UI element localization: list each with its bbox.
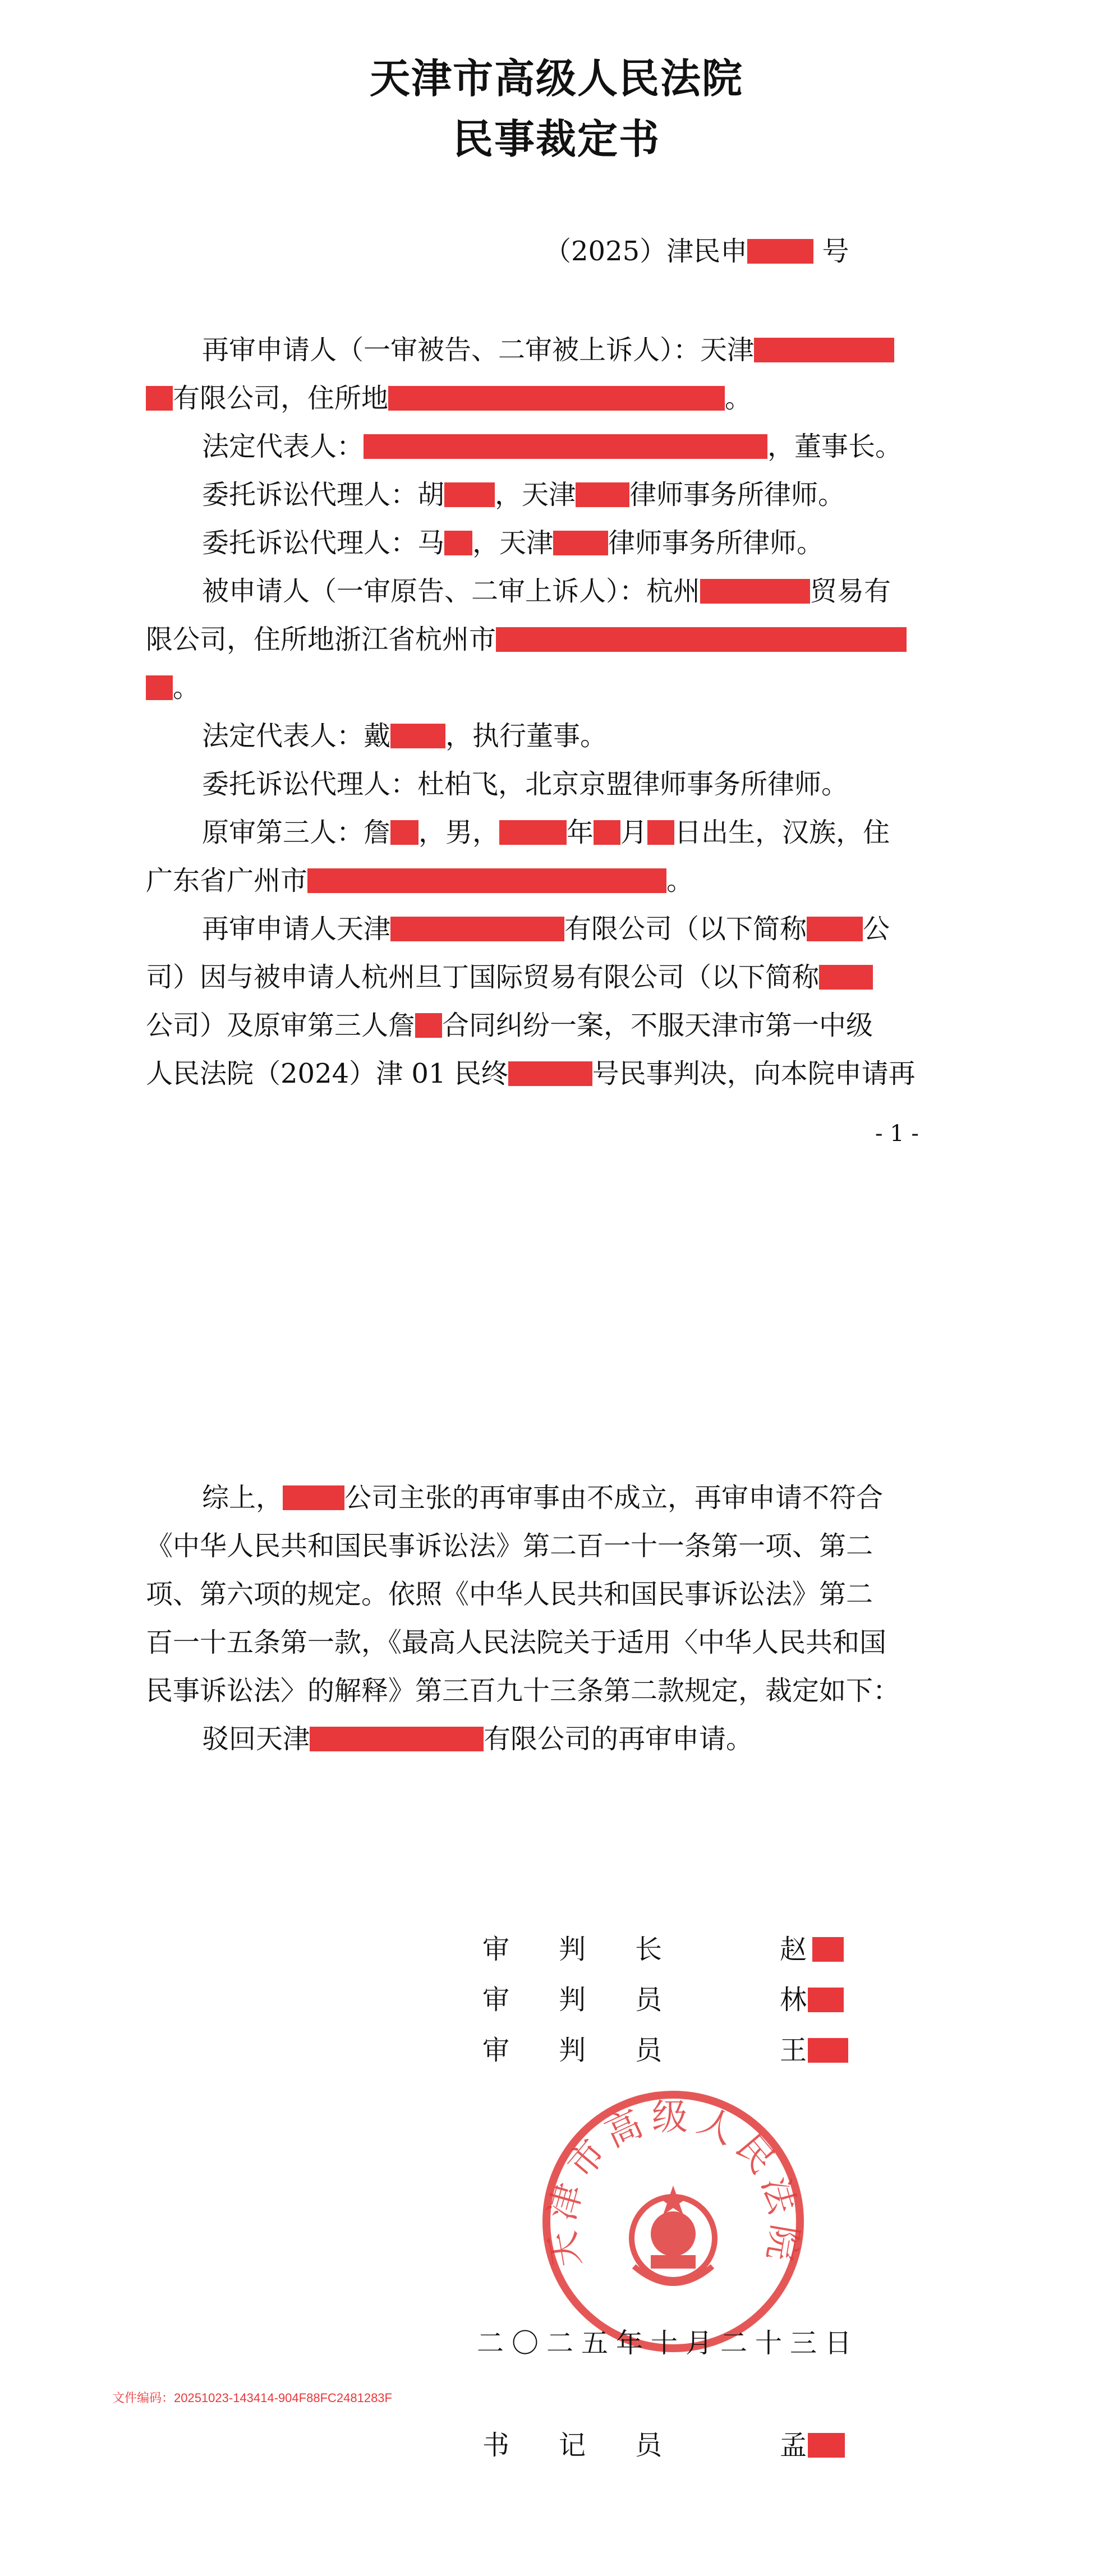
redaction-box — [812, 1937, 844, 1962]
court-title: 天津市高级人民法院 — [369, 54, 743, 102]
redaction-box — [747, 239, 813, 264]
redaction-box — [310, 1727, 484, 1751]
svg-text:天津市高级人民法院: 天津市高级人民法院 — [540, 2097, 806, 2271]
body-line-1: 再审申请人天津 有限公司（以下简称 公 — [202, 913, 890, 945]
redaction-box — [415, 1013, 442, 1038]
case-number-prefix: （2025）津民申 — [544, 236, 748, 267]
legal-rep-applicant: 法定代表人： ，董事长。 — [202, 431, 903, 462]
agent-line-2: 委托诉讼代理人：马 ，天津 律师事务所律师。 — [202, 527, 824, 559]
redaction-box — [499, 820, 567, 845]
document-type-title: 民事裁定书 — [452, 115, 660, 163]
signature-judge-1: 审判员 林 — [482, 1978, 909, 2012]
redaction-box — [390, 724, 445, 748]
ruling-line: 驳回天津 有限公司的再审申请。 — [202, 1723, 753, 1755]
respondent-line-2: 限公司，住所地浙江省杭州市 — [146, 623, 907, 656]
redaction-box — [594, 820, 620, 845]
decision-date: 二〇二五年十月二十三日 — [477, 2327, 860, 2359]
conclusion-line-2: 《中华人民共和国民事诉讼法》第二百一十一条第一项、第二 — [146, 1530, 873, 1562]
redaction-box — [390, 820, 418, 845]
redaction-box — [807, 917, 863, 941]
redaction-box — [508, 1061, 592, 1086]
redaction-box — [146, 386, 173, 411]
national-emblem-icon — [632, 2186, 715, 2283]
redaction-box — [808, 1988, 844, 2012]
third-party-line-2: 广东省广州市 。 — [146, 865, 694, 896]
court-seal — [539, 2087, 808, 2356]
conclusion-line-1: 综上， 公司主张的再审事由不成立，再审申请不符合 — [202, 1482, 884, 1514]
agent-line-3: 委托诉讼代理人：杜柏飞，北京京盟律师事务所律师。 — [202, 769, 849, 800]
redaction-box — [496, 627, 907, 652]
redaction-box — [390, 917, 564, 941]
redaction-box — [444, 482, 495, 507]
redaction-box — [754, 338, 894, 362]
case-number — [544, 234, 849, 268]
redaction-box — [444, 531, 472, 555]
legal-rep-respondent: 法定代表人：戴 ，执行董事。 — [202, 720, 608, 752]
third-party-line-1: 原审第三人：詹 ，男， 年 月 日出生，汉族，住 — [202, 817, 890, 848]
signature-clerk: 书记员 孟 — [482, 2423, 909, 2457]
page-number: - 1 - — [875, 1121, 919, 1147]
redaction-box — [808, 2433, 845, 2458]
redaction-box — [146, 675, 173, 700]
redaction-box — [819, 965, 873, 990]
redaction-box — [388, 386, 725, 411]
conclusion-line-5: 民事诉讼法〉的解释》第三百九十三条第二款规定，裁定如下： — [146, 1675, 900, 1706]
applicant-line-1: 再审申请人（一审被告、二审被上诉人）：天津 — [202, 333, 894, 367]
applicant-line-2: 有限公司，住所地 。 — [146, 381, 752, 415]
redaction-box — [364, 434, 767, 459]
redaction-box — [647, 820, 674, 845]
respondent-line-1: 被申请人（一审原告、二审上诉人）：杭州 贸易有 — [202, 576, 891, 607]
agent-line-1: 委托诉讼代理人：胡 ，天津 律师事务所律师。 — [202, 479, 845, 510]
signature-presiding-judge: 审判长 赵 — [482, 1928, 909, 1961]
body-line-3: 公司）及原审第三人詹 合同纠纷一案，不服天津市第一中级 — [146, 1010, 873, 1041]
respondent-line-3: 。 — [146, 671, 200, 705]
redaction-box — [808, 2038, 848, 2063]
file-number: 文件编码：20251023-143414-904F88FC2481283F — [112, 2391, 392, 2405]
redaction-box — [700, 579, 810, 604]
redaction-box — [307, 868, 666, 893]
conclusion-line-4: 百一十五条第一款，《最高人民法院关于适用〈中华人民共和国 — [146, 1627, 887, 1658]
conclusion-line-3: 项、第六项的规定。依照《中华人民共和国民事诉讼法》第二 — [146, 1579, 873, 1610]
redaction-box — [283, 1485, 344, 1510]
signature-judge-2: 审判员 王 — [482, 2028, 909, 2062]
case-number-suffix: 号 — [822, 236, 849, 267]
body-line-2: 司）因与被申请人杭州旦丁国际贸易有限公司（以下简称 — [146, 960, 873, 994]
body-line-4: 人民法院（2024）津 01 民终 号民事判决，向本院申请再 — [146, 1058, 916, 1089]
redaction-box — [553, 531, 608, 555]
redaction-box — [576, 482, 629, 507]
